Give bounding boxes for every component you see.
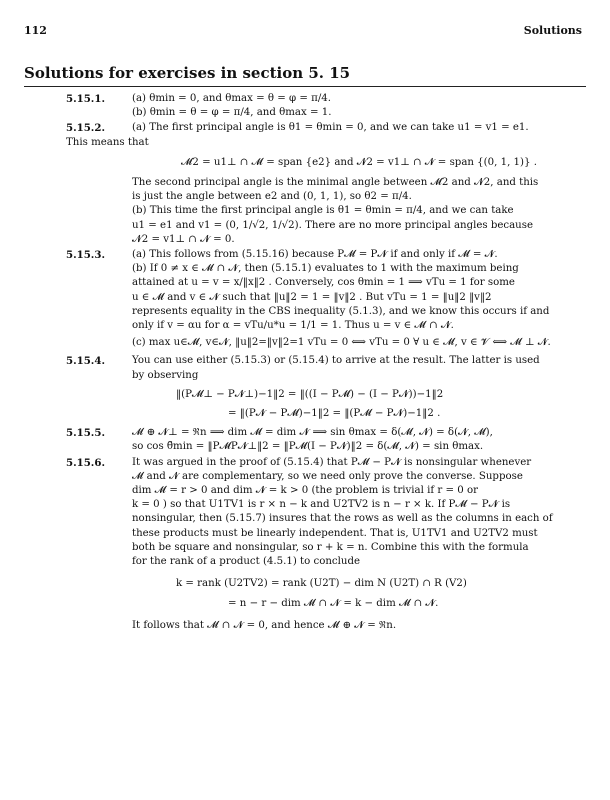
exercise-number: 5.15.6.	[66, 456, 105, 469]
exercise-5-15-5	[66, 426, 586, 454]
exercise-number: 5.15.5.	[66, 427, 105, 440]
text-line: (a) θmin = 0, and θmax = θ = φ = π/4.	[132, 93, 332, 104]
text-line: these products must be linearly independent. That is, U1TV1 and U2TV2 must	[132, 527, 538, 539]
text-line: 𝓜 and 𝓝 are complementary, so we need only prove the converse. Suppose	[132, 470, 523, 482]
exercise-number: 5.15.4.	[66, 355, 105, 368]
exercise-number: 5.15.1.	[66, 93, 105, 105]
running-title: Solutions	[523, 24, 582, 37]
exercise-5-15-1	[66, 92, 586, 120]
text-line: for the rank of a product (4.5.1) to conclude	[132, 556, 361, 568]
text-line: is just the angle between e2 and (0, 1, 1), so θ2 = π/4.	[132, 191, 412, 203]
display-equation: = ‖(P𝓝 − P𝓜)−1‖2 = ‖(P𝓜 − P𝓝)−1‖2 .	[228, 408, 441, 420]
solutions-body	[66, 92, 586, 633]
page-number: 112	[24, 24, 47, 37]
exercise-5-15-2	[66, 121, 586, 247]
text-line: both be square and nonsingular, so r + k = n. Combine this with the formula	[132, 541, 529, 553]
text-line: 𝓜 ⊕ 𝓝⊥ = ℜn ⟹ dim 𝓜 = dim 𝓝 ⟹ sin θmax = δ(𝓜, 𝓝) = δ(𝓝, 𝓜),	[132, 427, 493, 439]
text-line: (a) This follows from (5.15.16) because P𝓜 = P𝓝 if and only if 𝓜 = 𝓝.	[132, 249, 498, 261]
text-line: u1 = e1 and v1 = (0, 1/√2, 1/√2). There are no more principal angles because	[132, 219, 534, 231]
text-line: (b) This time the first principal angle is θ1 = θmin = π/4, and we can take	[132, 205, 514, 217]
text-line: (a) The first principal angle is θ1 = θmin = 0, and we can take u1 = v1 = e1.	[132, 122, 529, 134]
text-line: 𝓝2 = v1⊥ ∩ 𝓝 = 0.	[132, 233, 235, 245]
display-equation: ‖(P𝓜⊥ − P𝓝⊥)−1‖2 = ‖((I − P𝓜) − (I − P𝓝))−1‖2	[176, 388, 444, 400]
text-line: by observing	[132, 369, 199, 381]
display-equation: k = rank (U2TV2) = rank (U2T) − dim N (U2T) ∩ R (V2)	[176, 578, 467, 590]
text-line: It was argued in the proof of (5.15.4) that P𝓜 − P𝓝 is nonsingular whenever	[132, 456, 532, 468]
text-line: so cos θ̃min = ‖P𝓜P𝓝⊥‖2 = ‖P𝓜(I − P𝓝)‖2 = δ(𝓜, 𝓝) = sin θmax.	[132, 441, 484, 453]
text-line: You can use either (5.15.3) or (5.15.4) to arrive at the result. The latter is used	[132, 355, 540, 367]
exercise-5-15-6	[66, 456, 586, 633]
text-line: (c) max u∈𝓜, v∈𝓝, ‖u‖2=‖v‖2=1 vTu = 0 ⟺ vTu = 0 ∀ u ∈ 𝓜, v ∈ 𝓥 ⟺ 𝓜 ⊥ 𝓝.	[132, 337, 551, 349]
text-line: u ∈ 𝓜 and v ∈ 𝓝 such that ‖u‖2 = 1 = ‖v‖2 . But vTu = 1 = ‖u‖2 ‖v‖2	[132, 291, 492, 303]
text-line: This means that	[66, 136, 149, 148]
text-line: The second principal angle is the minimal angle between 𝓜2 and 𝓝2, and this	[132, 177, 539, 189]
text-line: only if v = αu for α = vTu/u*u = 1/1 = 1. Thus u = v ∈ 𝓜 ∩ 𝓝.	[132, 320, 454, 332]
display-equation: = n − r − dim 𝓜 ∩ 𝓝 = k − dim 𝓜 ∩ 𝓝.	[228, 597, 439, 609]
text-line: (b) θmin = θ = φ = π/4, and θmax = 1.	[132, 107, 332, 119]
exercise-number: 5.15.3.	[66, 249, 105, 262]
title-rule	[24, 86, 586, 87]
exercise-5-15-3	[66, 248, 586, 350]
display-equation: 𝓜2 = u1⊥ ∩ 𝓜 = span {e2} and 𝓝2 = v1⊥ ∩ 𝓝 = span {(0, 1, 1)} .	[181, 156, 537, 168]
text-line: (b) If 0 ≠ x ∈ 𝓜 ∩ 𝓝, then (5.15.1) evaluates to 1 with the maximum being	[132, 263, 519, 275]
closing-line: It follows that 𝓜 ∩ 𝓝 = 0, and hence 𝓜 ⊕ 𝓝 = ℜn.	[132, 619, 397, 631]
text-line: represents equality in the CBS inequality (5.1.3), and we know this occurs if and	[132, 305, 550, 317]
exercise-number: 5.15.2.	[66, 122, 105, 135]
text-line: attained at u = v = x/‖x‖2 . Conversely, cos θmin = 1 ⟹ vTu = 1 for some	[132, 277, 515, 289]
section-title: Solutions for exercises in section 5. 15	[24, 64, 351, 82]
text-line: dim 𝓜 = r > 0 and dim 𝓝 = k > 0 (the problem is trivial if r = 0 or	[132, 485, 478, 497]
exercise-5-15-4	[66, 354, 586, 421]
text-line: k = 0 ) so that U1TV1 is r × n − k and U2TV2 is n − r × k. If P𝓜 − P𝓝 is	[132, 499, 511, 511]
text-line: nonsingular, then (5.15.7) insures that the rows as well as the columns in each of	[132, 513, 553, 525]
